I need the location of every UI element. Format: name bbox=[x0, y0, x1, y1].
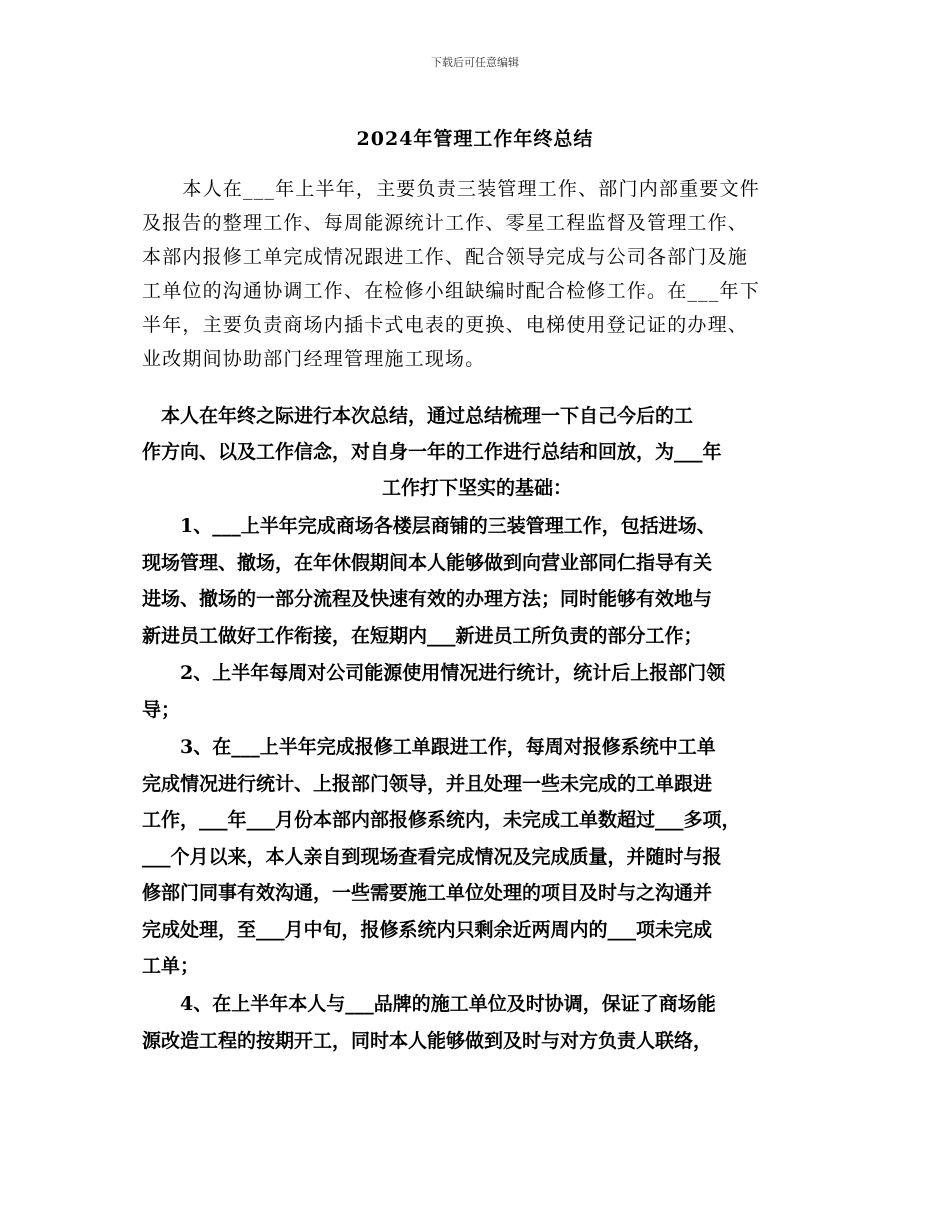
paragraph-line: 工作打下坚实的基础： bbox=[381, 477, 572, 499]
item-line: 1、___上半年完成商场各楼层商铺的三装管理工作，包括进场、 bbox=[142, 515, 716, 537]
item-line: 完成情况进行统计、上报部门领导，并且处理一些未完成的工单跟进 bbox=[142, 772, 713, 795]
item-4 bbox=[142, 986, 822, 1059]
item-line: 源改造工程的按期开工，同时本人能够做到及时与对方负责人联络， bbox=[142, 1029, 713, 1052]
item-line: 完成处理，至___月中旬，报修系统内只剩余近两周内的___项未完成 bbox=[142, 918, 713, 941]
item-line: 2、上半年每周对公司能源使用情况进行统计，统计后上报部门领 bbox=[142, 662, 726, 684]
paragraph-line: 半年，主要负责商场内插卡式电表的更换、电梯使用登记证的办理、 bbox=[142, 314, 749, 336]
item-line: 工作，___年___月份本部内部报修系统内，未完成工单数超过___多项， bbox=[142, 809, 741, 831]
paragraph-intro bbox=[142, 172, 812, 376]
paragraph-line: 本部内报修工单完成情况跟进工作、配合领导完成与公司各部门及施 bbox=[142, 246, 749, 268]
item-line: 进场、撤场的一部分流程及快速有效的办理方法；同时能够有效地与 bbox=[142, 588, 713, 610]
item-line: 新进员工做好工作衔接，在短期内___新进员工所负责的部分工作； bbox=[142, 624, 703, 647]
paragraph-line: 业改期间协助部门经理管理施工现场。 bbox=[142, 348, 486, 370]
paragraph-line: 及报告的整理工作、每周能源统计工作、零星工程监督及管理工作、 bbox=[142, 212, 749, 234]
document-title: 2024年管理工作年终总结 bbox=[356, 128, 594, 150]
item-2 bbox=[142, 655, 822, 728]
paragraph-line: 工单位的沟通协调工作、在检修小组缺编时配合检修工作。在___年下 bbox=[142, 280, 760, 302]
item-line: 工单； bbox=[142, 955, 200, 977]
item-line: 修部门同事有效沟通，一些需要施工单位处理的项目及时与之沟通并 bbox=[142, 882, 713, 904]
item-3 bbox=[142, 729, 822, 985]
paragraph-summary-purpose bbox=[142, 398, 812, 506]
item-line: 现场管理、撤场，在年休假期间本人能够做到向营业部同仁指导有关 bbox=[142, 551, 713, 574]
paragraph-line: 作方向、以及工作信念，对自身一年的工作进行总结和回放，为___年 bbox=[142, 441, 722, 463]
paragraph-line: 本人在年终之际进行本次总结，通过总结梳理一下自己今后的工 bbox=[142, 405, 694, 427]
item-line: 3、在___上半年完成报修工单跟进工作，每周对报修系统中工单 bbox=[142, 736, 716, 758]
paragraph-line: 本人在___年上半年，主要负责三装管理工作、部门内部重要文件 bbox=[142, 178, 760, 200]
page-header-note: 下载后可任意编辑 bbox=[431, 56, 519, 69]
item-line: 导； bbox=[142, 698, 181, 721]
item-line: ___个月以来，本人亲自到现场查看完成情况及完成质量，并随时与报 bbox=[142, 845, 722, 868]
item-1 bbox=[142, 508, 822, 654]
item-line: 4、在上半年本人与___品牌的施工单位及时协调，保证了商场能 bbox=[142, 993, 716, 1015]
